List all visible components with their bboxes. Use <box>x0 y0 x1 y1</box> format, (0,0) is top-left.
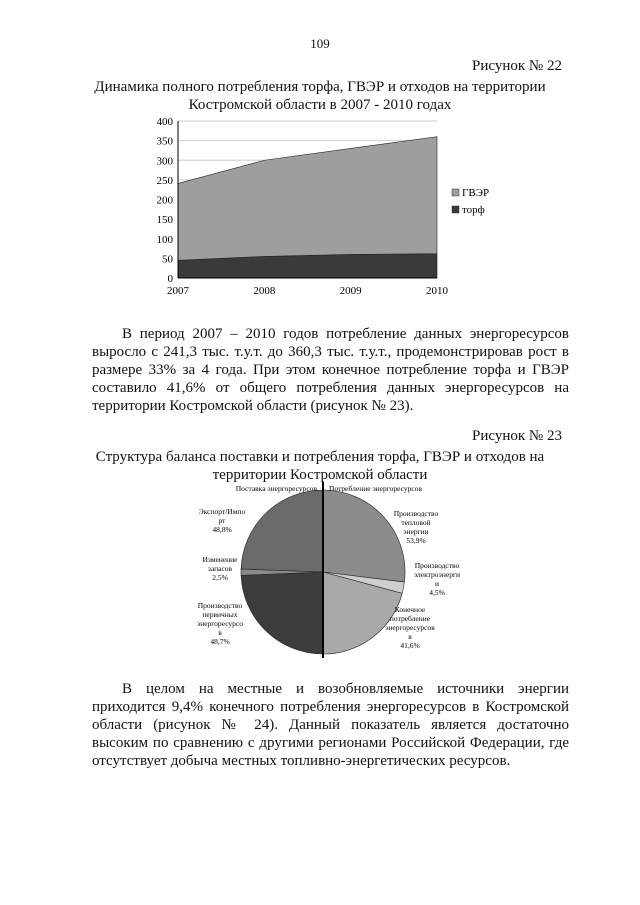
y-tick-label: 0 <box>167 273 173 285</box>
figure-23-title-line2: территории Костромской области <box>212 467 428 483</box>
pie-half-title-consumption: Потребление энергоресурсов <box>329 484 423 493</box>
pie-label-electricity-production: Производство электроэнерги и 4,5% <box>413 561 461 597</box>
legend-swatch <box>452 206 459 213</box>
y-tick-label: 350 <box>156 135 173 148</box>
legend-swatch <box>452 189 459 196</box>
page-number: 109 <box>310 36 330 51</box>
paragraph-1: В период 2007 – 2010 годов потребление данных энергоресурсов выросло с 241,3 тыс. т.у.т. до 360,3 тыс. т.у.т., продемонстрировав рост в размере 33% за 4 года. При этом конечное потребление торфа и ГВЭР составило 41,6% от общего потребления данных энергоресурсов на территории Костромской области (рисунок № 23). <box>92 326 569 414</box>
pie-half-title-supply: Поставка энергоресурсов <box>235 484 317 493</box>
pie-label-final-consumption: Конечное потребление энергоресурсов в 41,6% <box>385 605 435 650</box>
legend-label: торф <box>462 204 485 216</box>
x-tick-label: 2008 <box>253 285 276 297</box>
y-tick-label: 300 <box>156 155 173 168</box>
y-tick-label: 100 <box>156 233 173 246</box>
figure-22-title-line2: Костромской области в 2007 - 2010 годах <box>188 97 452 113</box>
figure-23-label: Рисунок № 23 <box>472 428 562 444</box>
pie-slice-supply-0 <box>241 490 323 572</box>
area-series-gver <box>178 137 437 261</box>
pie-label-heat-production: Производство тепловой энергии 53,9% <box>393 509 439 545</box>
y-tick-label: 50 <box>162 253 173 266</box>
figure-22-title-line1: Динамика полного потребления торфа, ГВЭР и отходов на территории <box>94 79 546 95</box>
x-tick-label: 2009 <box>339 285 362 297</box>
paragraph-2: В целом на местные и возобновляемые источники энергии приходится 9,4% конечного потребления энергоресурсов в Костромской области (рисунок № 24). Данный показатель является достаточно высоким по сравнению с другими регионами Российской Федерации, где отсутствует добыча местных топливно-энергетических ресурсов. <box>92 681 569 769</box>
legend-label: ГВЭР <box>462 187 490 199</box>
figure-22-label: Рисунок № 22 <box>472 58 562 74</box>
pie-slice-consumption-0 <box>323 490 405 582</box>
pie-chart <box>180 480 480 660</box>
figure-23-title-line1: Структура баланса поставки и потребления торфа, ГВЭР и отходов на <box>95 449 545 465</box>
figure-23-title <box>60 448 580 484</box>
y-tick-label: 200 <box>156 194 173 207</box>
x-tick-label: 2010 <box>426 285 448 297</box>
pie-slice-supply-2 <box>241 572 323 654</box>
x-tick-label: 2007 <box>167 285 189 297</box>
y-tick-label: 250 <box>156 174 173 187</box>
y-tick-label: 150 <box>156 214 173 227</box>
figure-22-title <box>60 78 580 114</box>
pie-label-export-import: Экспорт/Импо рт 48,8% <box>198 507 246 534</box>
pie-label-primary-production: Производство первичных энергоресурсо в 48,7% <box>196 601 244 646</box>
area-chart <box>140 112 540 302</box>
pie-label-stock-change: Изменение запасов 2,5% <box>202 555 238 582</box>
y-tick-label: 400 <box>156 116 173 128</box>
